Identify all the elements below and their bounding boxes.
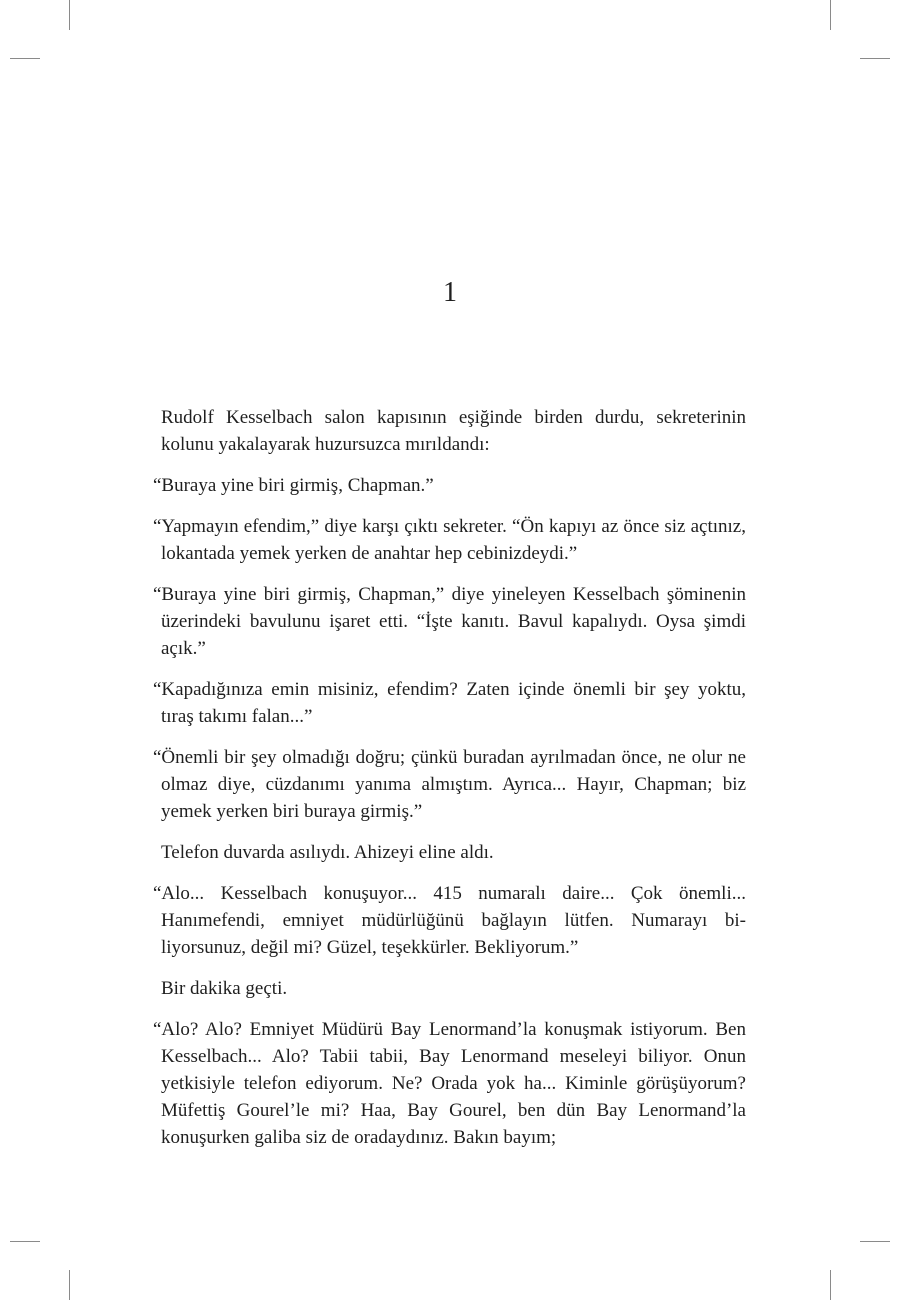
crop-mark-right-top: [860, 58, 890, 59]
paragraph: “Alo? Alo? Emniyet Müdürü Bay Lenormand’la konuşmak istiyorum. Ben Kesselbach... Alo? Tabii tabii, Bay Lenormand meseleyi biliyor. Onun yetkisiyle telefon ediyorum. Ne? Orada yok ha... Kiminle görüşüyorum? Müfettiş Gourel’le mi? Haa, Bay Gourel, ben dün Bay Lenormand’la konuşurken galiba siz de oradaydınız. Bakın bayım;: [153, 1019, 746, 1148]
crop-mark-bottom-left: [69, 1270, 70, 1300]
paragraph: “Yapmayın efendim,” diye karşı çıktı sekreter. “Ön kapıyı az önce siz açtınız, lokantada yemek yerken de anahtar hep cebinizdeydi.”: [153, 516, 746, 564]
paragraph: “Kapadığınıza emin misiniz, efendim? Zaten içinde önemli bir şey yoktu, tıraş takımı falan...”: [153, 679, 746, 727]
crop-mark-right-bottom: [860, 1241, 890, 1242]
crop-mark-top-left: [69, 0, 70, 30]
paragraph: Rudolf Kesselbach salon kapısının eşiğinde birden durdu, sekreterinin kolunu yakalayarak huzursuzca mırıldandı:: [161, 407, 746, 455]
paragraph: “Alo... Kesselbach konuşuyor... 415 numaralı daire... Çok önemli... Hanımefendi, emniyet müdürlüğünü bağlayın lütfen. Numarayı biliyorsunuz, değil mi? Güzel, teşekkürler. Bekliyorum.”: [153, 883, 746, 958]
paragraph: “Buraya yine biri girmiş, Chapman.”: [153, 475, 434, 496]
paragraph: “Buraya yine biri girmiş, Chapman,” diye yineleyen Kesselbach şöminenin üzerindeki bavulunu işaret etti. “İşte kanıtı. Bavul kapalıydı. Oysa şimdi açık.”: [153, 584, 746, 659]
crop-mark-bottom-right: [830, 1270, 831, 1300]
crop-mark-top-right: [830, 0, 831, 30]
paragraph: “Önemli bir şey olmadığı doğru; çünkü buradan ayrılmadan önce, ne olur ne olmaz diye, cüzdanımı yanıma almıştım. Ayrıca... Hayır, Chapman; biz yemek yerken biri buraya girmiş.”: [153, 747, 746, 822]
crop-mark-left-top: [10, 58, 40, 59]
chapter-number: 1: [443, 277, 457, 308]
paragraph: Bir dakika geçti.: [161, 978, 288, 999]
body-text: [153, 404, 746, 1151]
paragraph: Telefon duvarda asılıydı. Ahizeyi eline aldı.: [161, 842, 494, 863]
crop-mark-left-bottom: [10, 1241, 40, 1242]
